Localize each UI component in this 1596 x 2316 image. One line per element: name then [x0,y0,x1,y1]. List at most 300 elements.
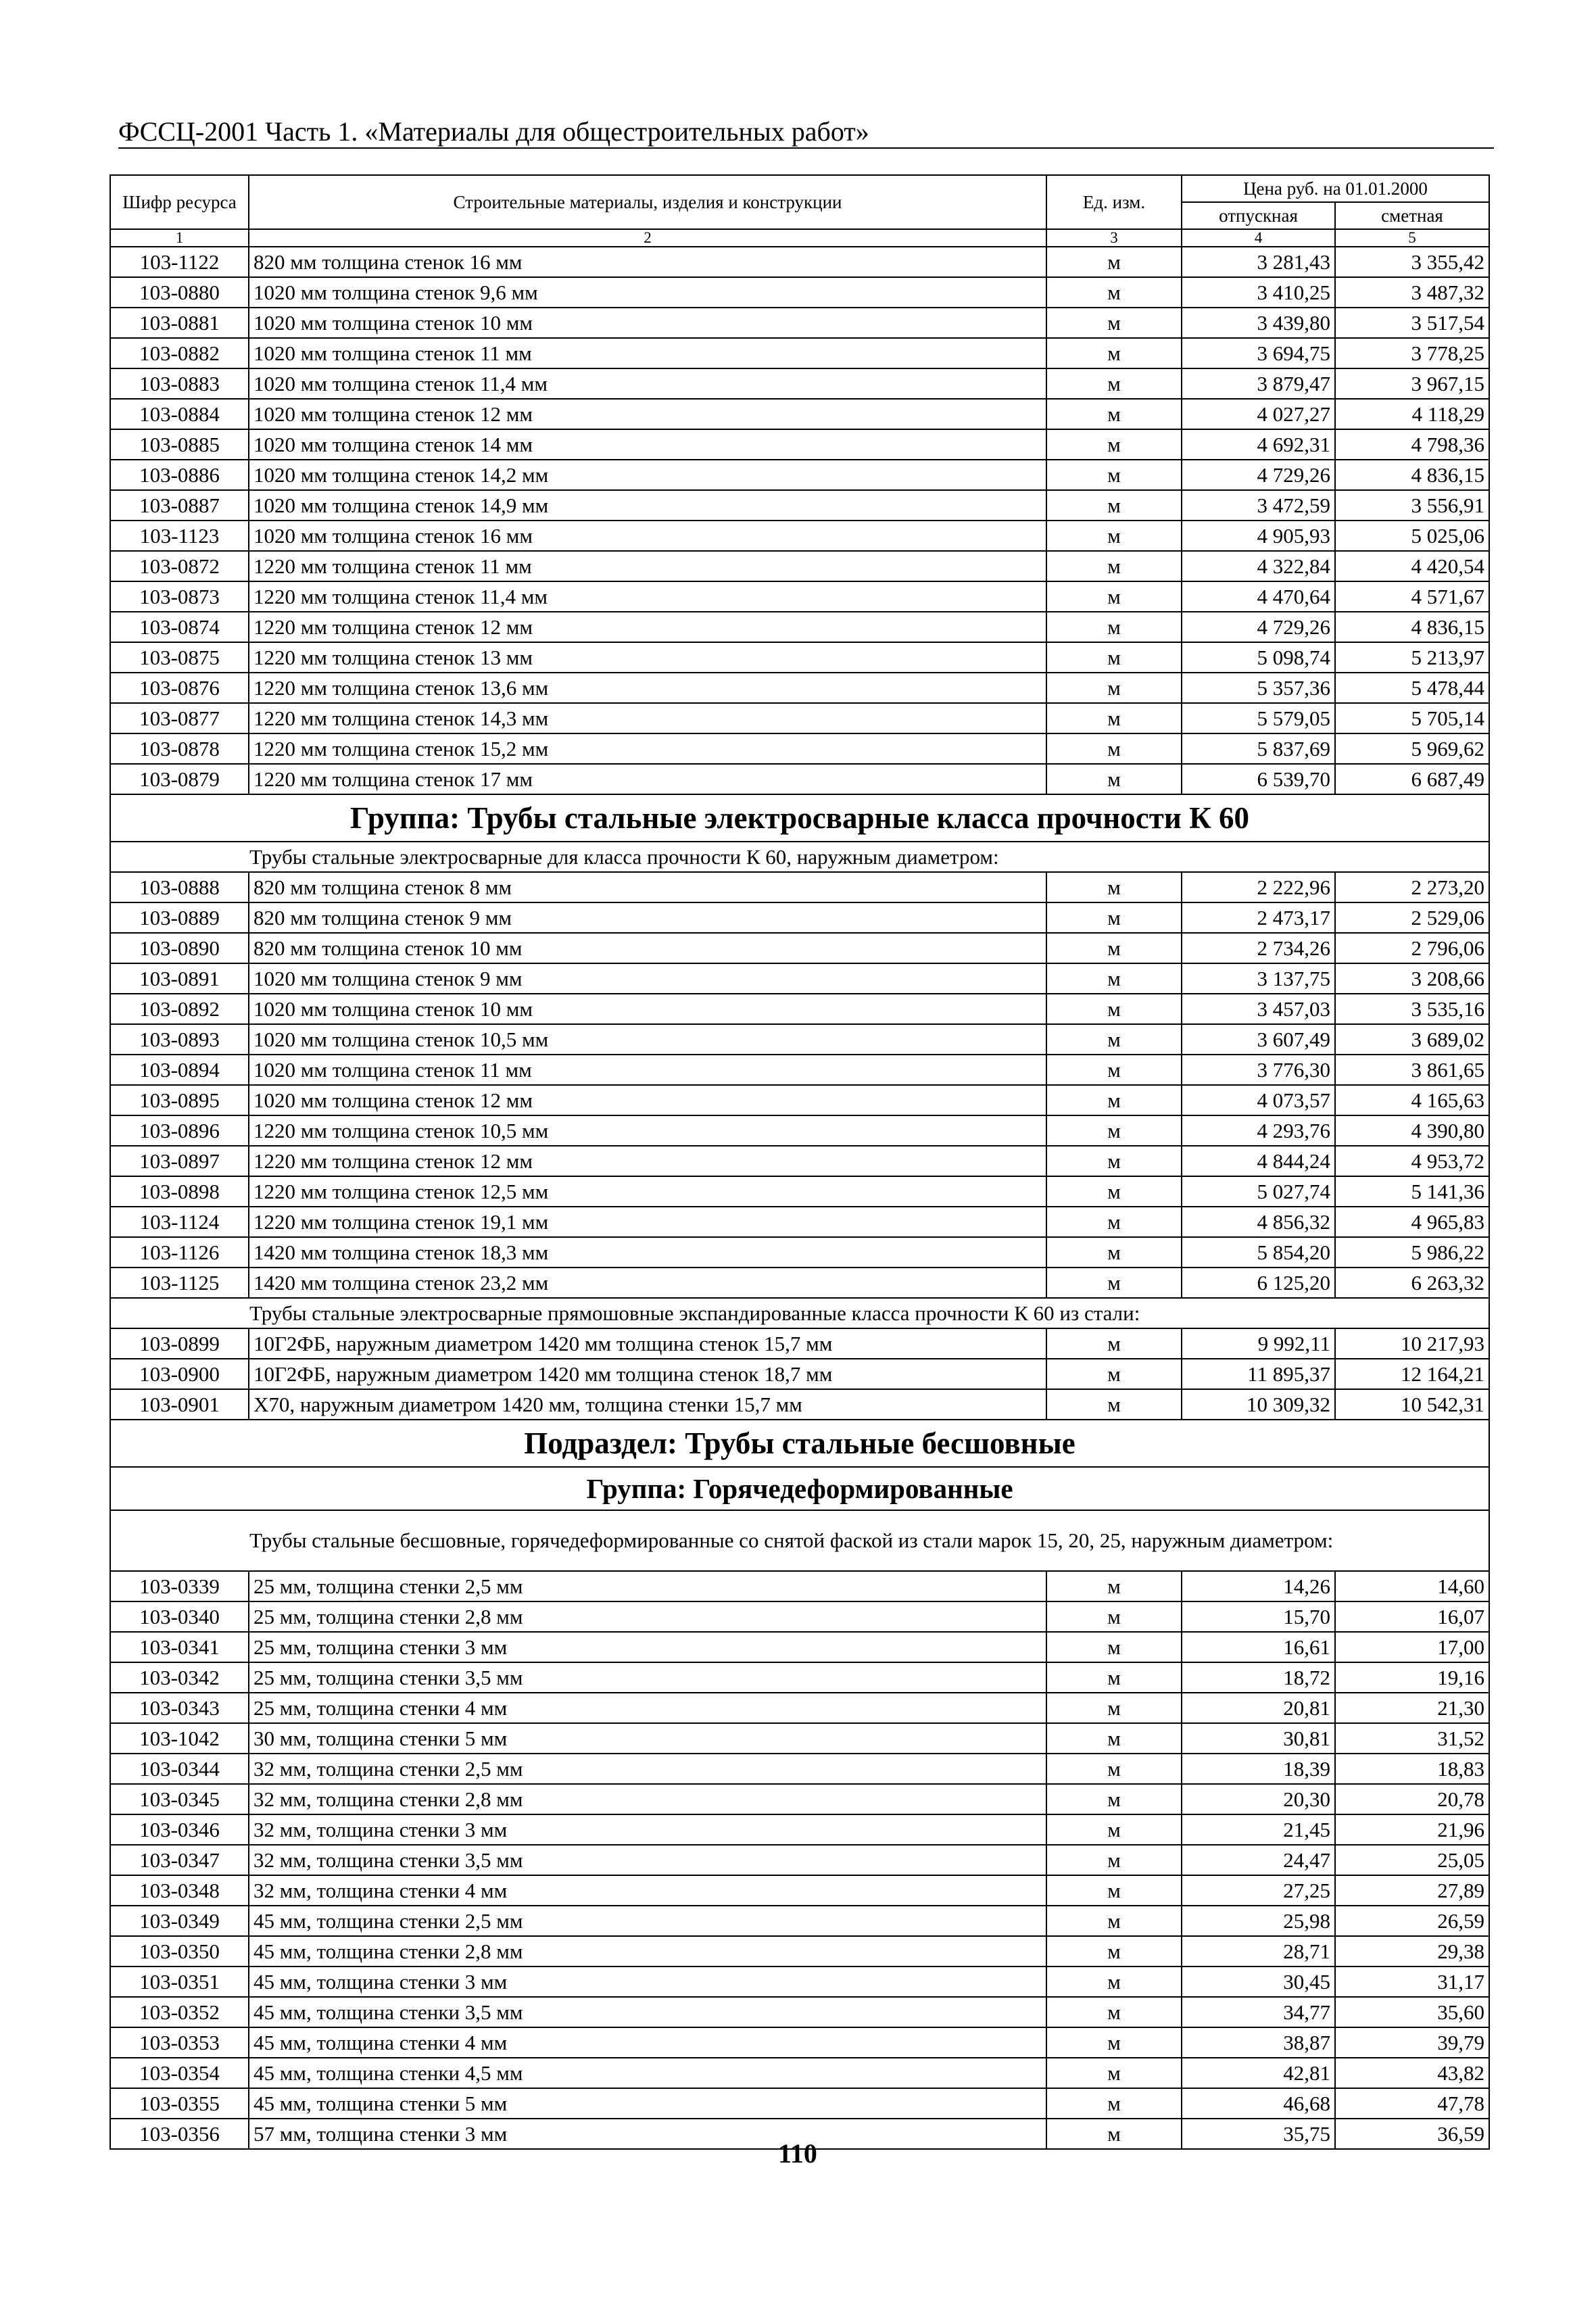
release-price: 6 539,70 [1182,764,1335,794]
release-price: 35,75 [1182,2119,1335,2149]
table-row [110,1176,1489,1207]
table-row [110,1906,1489,1936]
unit-cell: м [1046,1845,1182,1875]
resource-code: 103-0900 [110,1359,249,1389]
table-row [110,277,1489,308]
table-row [110,872,1489,902]
release-price: 21,45 [1182,1814,1335,1845]
unit-cell: м [1046,673,1182,703]
resource-code: 103-0880 [110,277,249,308]
release-price: 34,77 [1182,1997,1335,2027]
table-row [110,490,1489,521]
resource-code: 103-0350 [110,1936,249,1967]
table-row [110,1268,1489,1298]
unit-cell: м [1046,1723,1182,1754]
table-row [110,1875,1489,1906]
resource-code: 103-0355 [110,2088,249,2119]
table-row [110,642,1489,673]
column-number: 4 [1182,229,1335,247]
resource-code: 103-0890 [110,933,249,963]
rows-group-c [110,1328,1489,1420]
table-row [110,581,1489,612]
release-price: 4 322,84 [1182,551,1335,581]
resource-code: 103-1125 [110,1268,249,1298]
unit-cell: м [1046,551,1182,581]
table-row [110,368,1489,399]
resource-code: 103-0876 [110,673,249,703]
table-row [110,703,1489,733]
unit-cell: м [1046,1662,1182,1693]
table-row [110,1055,1489,1085]
estimate-price: 19,16 [1335,1662,1489,1693]
column-number: 3 [1046,229,1182,247]
release-price: 3 879,47 [1182,368,1335,399]
material-name: 820 мм толщина стенок 16 мм [249,247,1046,277]
release-price: 4 905,93 [1182,521,1335,551]
resource-code: 103-0888 [110,872,249,902]
release-price: 25,98 [1182,1906,1335,1936]
material-name: 1020 мм толщина стенок 11 мм [249,338,1046,368]
release-price: 2 734,26 [1182,933,1335,963]
estimate-price: 5 986,22 [1335,1237,1489,1268]
estimate-price: 3 208,66 [1335,963,1489,994]
unit-cell: м [1046,368,1182,399]
header-estimate: сметная [1335,202,1489,229]
release-price: 6 125,20 [1182,1268,1335,1298]
estimate-price: 3 861,65 [1335,1055,1489,1085]
unit-cell: м [1046,703,1182,733]
table-row [110,902,1489,933]
release-price: 18,39 [1182,1754,1335,1784]
unit-cell: м [1046,1085,1182,1115]
table-row [110,1936,1489,1967]
material-name: 1020 мм толщина стенок 12 мм [249,1085,1046,1115]
unit-cell: м [1046,612,1182,642]
release-price: 42,81 [1182,2058,1335,2088]
resource-code: 103-0879 [110,764,249,794]
unit-cell: м [1046,1967,1182,1997]
resource-code: 103-1123 [110,521,249,551]
material-name: 1220 мм толщина стенок 13 мм [249,642,1046,673]
table-row [110,2058,1489,2088]
table-row [110,338,1489,368]
unit-cell: м [1046,1906,1182,1936]
material-name: 45 мм, толщина стенки 3 мм [249,1967,1046,1997]
resource-code: 103-1122 [110,247,249,277]
table-row [110,521,1489,551]
table-row [110,2027,1489,2058]
table-row [110,1207,1489,1237]
unit-cell: м [1046,1784,1182,1814]
table-row [110,1237,1489,1268]
price-table [110,174,1490,2150]
material-name: 10Г2ФБ, наружным диаметром 1420 мм толщина стенок 18,7 мм [249,1359,1046,1389]
unit-cell: м [1046,1754,1182,1784]
unit-cell: м [1046,872,1182,902]
estimate-price: 3 517,54 [1335,308,1489,338]
resource-code: 103-0883 [110,368,249,399]
rows-group-b [110,872,1489,1298]
resource-code: 103-0886 [110,460,249,490]
table-row [110,1723,1489,1754]
resource-code: 103-0884 [110,399,249,429]
unit-cell: м [1046,399,1182,429]
estimate-price: 4 836,15 [1335,460,1489,490]
table-row [110,1115,1489,1146]
estimate-price: 3 556,91 [1335,490,1489,521]
resource-code: 103-0873 [110,581,249,612]
resource-code: 103-0894 [110,1055,249,1085]
material-name: 32 мм, толщина стенки 4 мм [249,1875,1046,1906]
unit-cell: м [1046,764,1182,794]
estimate-price: 3 689,02 [1335,1024,1489,1055]
estimate-price: 4 420,54 [1335,551,1489,581]
release-price: 14,26 [1182,1571,1335,1601]
unit-cell: м [1046,490,1182,521]
unit-cell: м [1046,1571,1182,1601]
estimate-price: 21,30 [1335,1693,1489,1723]
table-row [110,308,1489,338]
material-name: 45 мм, толщина стенки 2,5 мм [249,1906,1046,1936]
unit-cell: м [1046,277,1182,308]
release-price: 3 694,75 [1182,338,1335,368]
table-row [110,994,1489,1024]
estimate-price: 2 796,06 [1335,933,1489,963]
material-name: 1220 мм толщина стенок 17 мм [249,764,1046,794]
material-name: 1220 мм толщина стенок 11,4 мм [249,581,1046,612]
estimate-price: 6 687,49 [1335,764,1489,794]
estimate-price: 10 217,93 [1335,1328,1489,1359]
estimate-price: 20,78 [1335,1784,1489,1814]
resource-code: 103-0874 [110,612,249,642]
unit-cell: м [1046,1268,1182,1298]
group-note: Трубы стальные электросварные для класса прочности К 60, наружным диаметром: [110,842,1489,872]
material-name: 45 мм, толщина стенки 5 мм [249,2088,1046,2119]
release-price: 4 729,26 [1182,612,1335,642]
estimate-price: 4 390,80 [1335,1115,1489,1146]
rows-group-a [110,247,1489,794]
table-row [110,1328,1489,1359]
resource-code: 103-0896 [110,1115,249,1146]
material-name: 10Г2ФБ, наружным диаметром 1420 мм толщина стенок 15,7 мм [249,1328,1046,1359]
release-price: 15,70 [1182,1601,1335,1632]
material-name: 1020 мм толщина стенок 10,5 мм [249,1024,1046,1055]
material-name: 45 мм, толщина стенки 4 мм [249,2027,1046,2058]
material-name: 820 мм толщина стенок 8 мм [249,872,1046,902]
resource-code: 103-0881 [110,308,249,338]
table-row [110,399,1489,429]
resource-code: 103-0878 [110,733,249,764]
resource-code: 103-1126 [110,1237,249,1268]
unit-cell: м [1046,1875,1182,1906]
group-k60-section [110,794,1489,872]
page-number: 110 [778,2138,817,2169]
estimate-price: 2 273,20 [1335,872,1489,902]
release-price: 4 692,31 [1182,429,1335,460]
material-name: 1020 мм толщина стенок 9,6 мм [249,277,1046,308]
table-row [110,933,1489,963]
release-price: 3 137,75 [1182,963,1335,994]
table-row [110,1024,1489,1055]
release-price: 16,61 [1182,1632,1335,1662]
estimate-price: 25,05 [1335,1845,1489,1875]
material-name: 1220 мм толщина стенок 11 мм [249,551,1046,581]
group-note: Трубы стальные бесшовные, горячедеформированные со снятой фаской из стали марок 15, 20, 25, наружным диаметром: [110,1510,1489,1571]
resource-code: 103-0875 [110,642,249,673]
release-price: 18,72 [1182,1662,1335,1693]
resource-code: 103-0346 [110,1814,249,1845]
document-header: ФССЦ-2001 Часть 1. «Материалы для общестроительных работ» [118,116,869,147]
table-row [110,1845,1489,1875]
table-row [110,1359,1489,1389]
resource-code: 103-0347 [110,1845,249,1875]
resource-code: 103-0877 [110,703,249,733]
unit-cell: м [1046,1936,1182,1967]
material-name: 30 мм, толщина стенки 5 мм [249,1723,1046,1754]
table-header [110,175,1489,247]
estimate-price: 29,38 [1335,1936,1489,1967]
release-price: 28,71 [1182,1936,1335,1967]
estimate-price: 12 164,21 [1335,1359,1489,1389]
unit-cell: м [1046,902,1182,933]
resource-code: 103-0897 [110,1146,249,1176]
resource-code: 103-0895 [110,1085,249,1115]
table-row [110,1601,1489,1632]
estimate-price: 4 571,67 [1335,581,1489,612]
material-name: 1220 мм толщина стенок 12 мм [249,612,1046,642]
table-row [110,1085,1489,1115]
unit-cell: м [1046,1632,1182,1662]
release-price: 46,68 [1182,2088,1335,2119]
estimate-price: 5 705,14 [1335,703,1489,733]
unit-cell: м [1046,642,1182,673]
estimate-price: 27,89 [1335,1875,1489,1906]
release-price: 3 439,80 [1182,308,1335,338]
release-price: 24,47 [1182,1845,1335,1875]
release-price: 30,81 [1182,1723,1335,1754]
table-row [110,1146,1489,1176]
material-name: 32 мм, толщина стенки 3,5 мм [249,1845,1046,1875]
release-price: 4 856,32 [1182,1207,1335,1237]
table-row [110,673,1489,703]
material-name: 1420 мм толщина стенок 18,3 мм [249,1237,1046,1268]
unit-cell: м [1046,2058,1182,2088]
estimate-price: 17,00 [1335,1632,1489,1662]
unit-cell: м [1046,994,1182,1024]
table-row [110,963,1489,994]
table-row [110,1693,1489,1723]
table-row [110,551,1489,581]
release-price: 10 309,32 [1182,1389,1335,1420]
header-name: Строительные материалы, изделия и конструкции [249,175,1046,229]
resource-code: 103-0354 [110,2058,249,2088]
expanded-note-section [110,1298,1489,1328]
release-price: 9 992,11 [1182,1328,1335,1359]
unit-cell: м [1046,2119,1182,2149]
unit-cell: м [1046,1359,1182,1389]
estimate-price: 14,60 [1335,1571,1489,1601]
resource-code: 103-0872 [110,551,249,581]
estimate-price: 4 165,63 [1335,1085,1489,1115]
release-price: 5 098,74 [1182,642,1335,673]
table-row [110,460,1489,490]
material-name: 1020 мм толщина стенок 16 мм [249,521,1046,551]
resource-code: 103-0887 [110,490,249,521]
table-row [110,1967,1489,1997]
material-name: 1020 мм толщина стенок 10 мм [249,308,1046,338]
material-name: 25 мм, толщина стенки 3,5 мм [249,1662,1046,1693]
unit-cell: м [1046,1055,1182,1085]
estimate-price: 4 965,83 [1335,1207,1489,1237]
material-name: 1220 мм толщина стенок 12 мм [249,1146,1046,1176]
estimate-price: 5 025,06 [1335,521,1489,551]
material-name: 25 мм, толщина стенки 4 мм [249,1693,1046,1723]
estimate-price: 3 355,42 [1335,247,1489,277]
unit-cell: м [1046,1997,1182,2027]
column-number: 2 [249,229,1046,247]
unit-cell: м [1046,933,1182,963]
header-rule [118,147,1494,149]
unit-cell: м [1046,963,1182,994]
estimate-price: 35,60 [1335,1997,1489,2027]
release-price: 3 281,43 [1182,247,1335,277]
estimate-price: 16,07 [1335,1601,1489,1632]
estimate-price: 21,96 [1335,1814,1489,1845]
resource-code: 103-0885 [110,429,249,460]
release-price: 4 844,24 [1182,1146,1335,1176]
material-name: 1020 мм толщина стенок 10 мм [249,994,1046,1024]
resource-code: 103-0351 [110,1967,249,1997]
estimate-price: 47,78 [1335,2088,1489,2119]
rows-group-d [110,1571,1489,2149]
material-name: 25 мм, толщина стенки 2,5 мм [249,1571,1046,1601]
unit-cell: м [1046,1207,1182,1237]
resource-code: 103-0352 [110,1997,249,2027]
unit-cell: м [1046,1115,1182,1146]
estimate-price: 10 542,31 [1335,1389,1489,1420]
release-price: 2 473,17 [1182,902,1335,933]
material-name: 32 мм, толщина стенки 2,8 мм [249,1784,1046,1814]
release-price: 3 776,30 [1182,1055,1335,1085]
release-price: 5 357,36 [1182,673,1335,703]
resource-code: 103-0345 [110,1784,249,1814]
release-price: 4 293,76 [1182,1115,1335,1146]
estimate-price: 3 967,15 [1335,368,1489,399]
table-row [110,1814,1489,1845]
release-price: 2 222,96 [1182,872,1335,902]
header-unit: Ед. изм. [1046,175,1182,229]
estimate-price: 3 778,25 [1335,338,1489,368]
table-row [110,1784,1489,1814]
estimate-price: 5 213,97 [1335,642,1489,673]
material-name: 1020 мм толщина стенок 14,2 мм [249,460,1046,490]
estimate-price: 5 141,36 [1335,1176,1489,1207]
material-name: 45 мм, толщина стенки 3,5 мм [249,1997,1046,2027]
material-name: 1020 мм толщина стенок 14 мм [249,429,1046,460]
estimate-price: 43,82 [1335,2058,1489,2088]
resource-code: 103-0344 [110,1754,249,1784]
release-price: 3 410,25 [1182,277,1335,308]
resource-code: 103-0882 [110,338,249,368]
unit-cell: м [1046,733,1182,764]
material-name: 32 мм, толщина стенки 3 мм [249,1814,1046,1845]
unit-cell: м [1046,1237,1182,1268]
unit-cell: м [1046,581,1182,612]
estimate-price: 6 263,32 [1335,1268,1489,1298]
material-name: 1420 мм толщина стенок 23,2 мм [249,1268,1046,1298]
estimate-price: 18,83 [1335,1754,1489,1784]
material-name: 1020 мм толщина стенок 12 мм [249,399,1046,429]
resource-code: 103-0899 [110,1328,249,1359]
material-name: 32 мм, толщина стенки 2,5 мм [249,1754,1046,1784]
unit-cell: м [1046,1814,1182,1845]
estimate-price: 31,17 [1335,1967,1489,1997]
resource-code: 103-0889 [110,902,249,933]
material-name: Х70, наружным диаметром 1420 мм, толщина стенки 15,7 мм [249,1389,1046,1420]
release-price: 5 837,69 [1182,733,1335,764]
resource-code: 103-0339 [110,1571,249,1601]
group-title: Группа: Горячедеформированные [110,1467,1489,1510]
estimate-price: 4 953,72 [1335,1146,1489,1176]
unit-cell: м [1046,1601,1182,1632]
estimate-price: 4 798,36 [1335,429,1489,460]
resource-code: 103-0349 [110,1906,249,1936]
unit-cell: м [1046,1389,1182,1420]
subsection-section [110,1420,1489,1571]
material-name: 25 мм, толщина стенки 3 мм [249,1632,1046,1662]
material-name: 1220 мм толщина стенок 14,3 мм [249,703,1046,733]
release-price: 11 895,37 [1182,1359,1335,1389]
resource-code: 103-0901 [110,1389,249,1420]
unit-cell: м [1046,1693,1182,1723]
table-row [110,1571,1489,1601]
release-price: 5 579,05 [1182,703,1335,733]
material-name: 1020 мм толщина стенок 14,9 мм [249,490,1046,521]
release-price: 20,81 [1182,1693,1335,1723]
table-row [110,733,1489,764]
resource-code: 103-0340 [110,1601,249,1632]
resource-code: 103-0348 [110,1875,249,1906]
material-name: 45 мм, толщина стенки 4,5 мм [249,2058,1046,2088]
release-price: 27,25 [1182,1875,1335,1906]
material-name: 820 мм толщина стенок 9 мм [249,902,1046,933]
unit-cell: м [1046,1024,1182,1055]
group-note: Трубы стальные электросварные прямошовные экспандированные класса прочности К 60 из стали: [110,1298,1489,1328]
table-row [110,1997,1489,2027]
material-name: 45 мм, толщина стенки 2,8 мм [249,1936,1046,1967]
table-row [110,2088,1489,2119]
estimate-price: 26,59 [1335,1906,1489,1936]
material-name: 1220 мм толщина стенок 15,2 мм [249,733,1046,764]
estimate-price: 36,59 [1335,2119,1489,2149]
material-name: 1020 мм толщина стенок 11,4 мм [249,368,1046,399]
release-price: 20,30 [1182,1784,1335,1814]
release-price: 30,45 [1182,1967,1335,1997]
release-price: 3 607,49 [1182,1024,1335,1055]
estimate-price: 31,52 [1335,1723,1489,1754]
material-name: 1020 мм толщина стенок 9 мм [249,963,1046,994]
group-title: Группа: Трубы стальные электросварные класса прочности К 60 [110,794,1489,842]
header-code: Шифр ресурса [110,175,249,229]
release-price: 4 729,26 [1182,460,1335,490]
table-row [110,1389,1489,1420]
material-name: 25 мм, толщина стенки 2,8 мм [249,1601,1046,1632]
resource-code: 103-0343 [110,1693,249,1723]
unit-cell: м [1046,247,1182,277]
resource-code: 103-0341 [110,1632,249,1662]
release-price: 5 854,20 [1182,1237,1335,1268]
estimate-price: 3 487,32 [1335,277,1489,308]
